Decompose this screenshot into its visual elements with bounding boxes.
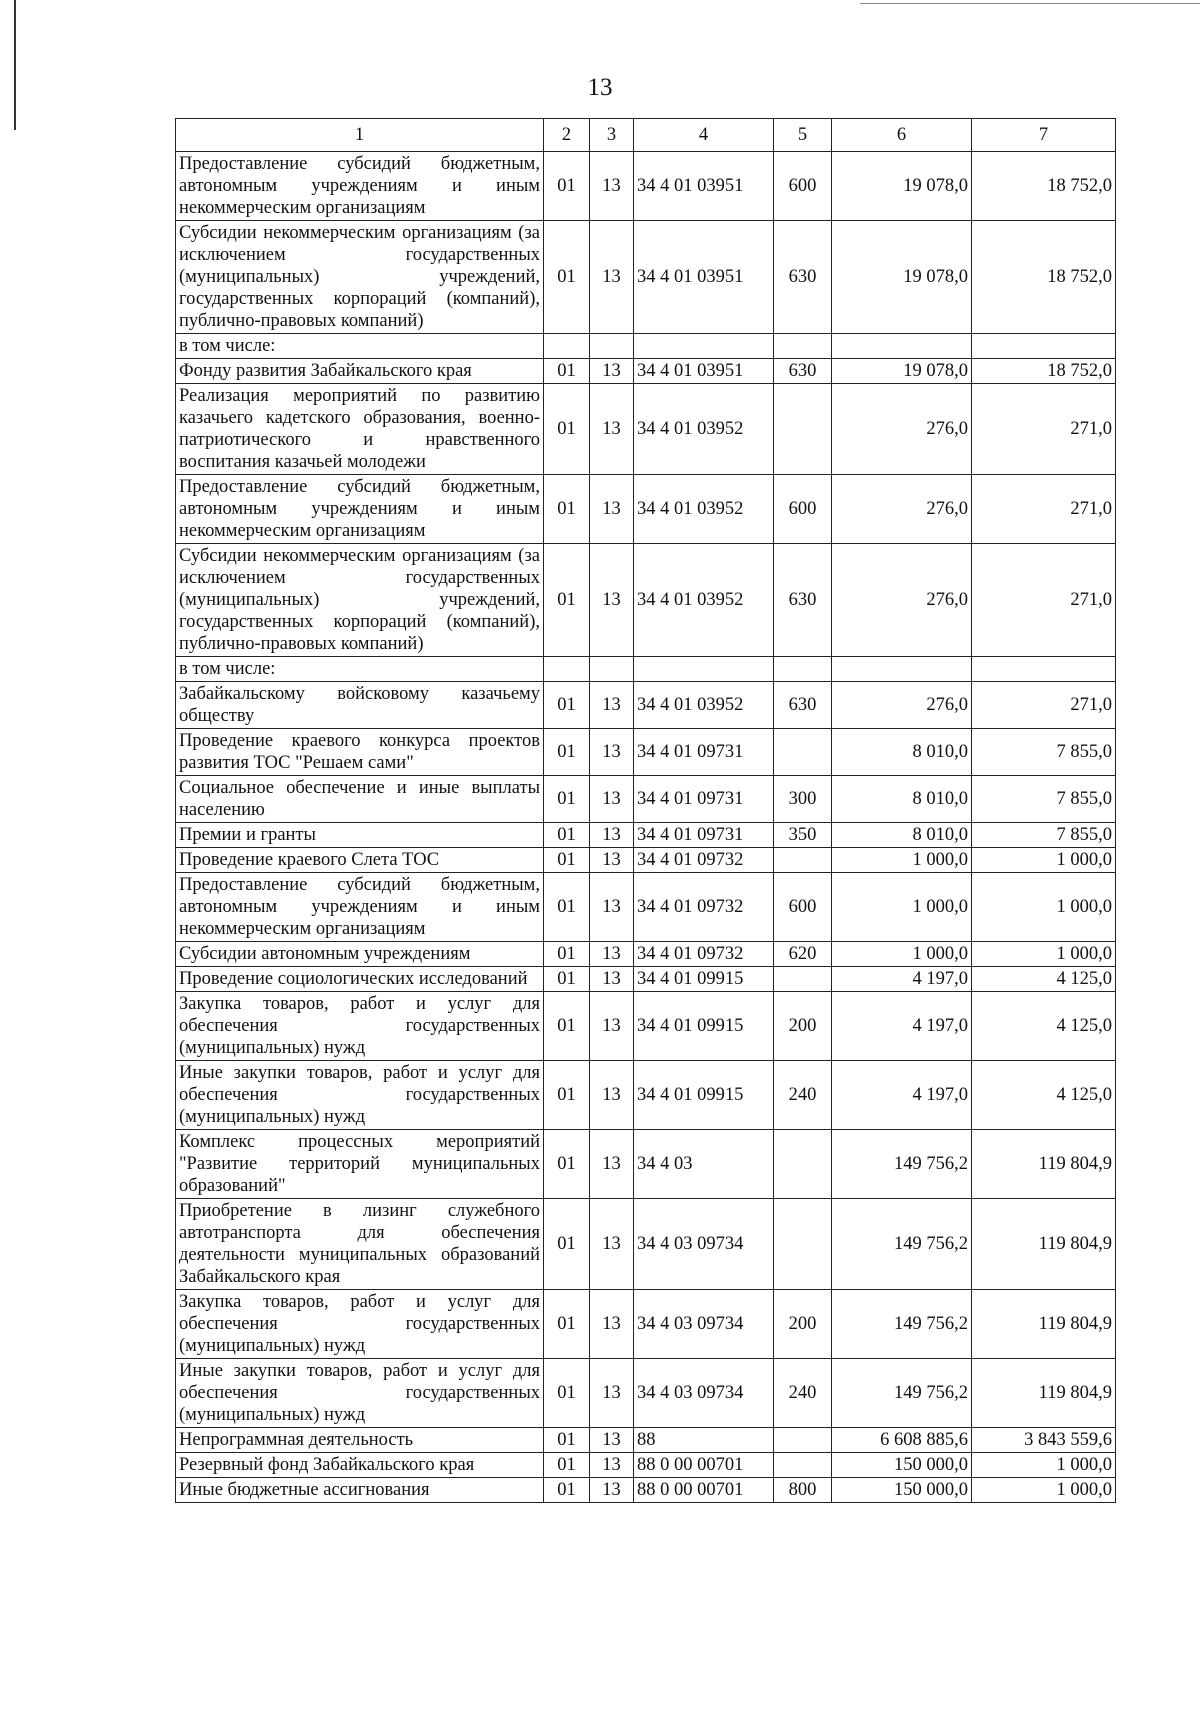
section-code-cell: 01: [544, 967, 590, 992]
amount-year2-cell: 7 855,0: [972, 776, 1116, 823]
row-name-cell: Социальное обеспечение и иные выплаты населению: [176, 776, 544, 823]
section-code-cell: 01: [544, 873, 590, 942]
subsection-code-cell: 13: [590, 152, 634, 221]
row-name-cell: Закупка товаров, работ и услуг для обеспечения государственных (муниципальных) нужд: [176, 992, 544, 1061]
table-row: [176, 873, 1116, 942]
section-code-cell: 01: [544, 1478, 590, 1503]
row-name-cell: Иные закупки товаров, работ и услуг для обеспечения государственных (муниципальных) нужд: [176, 1061, 544, 1130]
expense-type-cell: 630: [774, 544, 832, 657]
subsection-code-cell: 13: [590, 1428, 634, 1453]
amount-year1-cell: 6 608 885,6: [832, 1428, 972, 1453]
header-cell-3: 3: [590, 119, 634, 152]
amount-year1-cell: [832, 657, 972, 682]
subsection-code-cell: [590, 657, 634, 682]
target-article-cell: 34 4 01 03951: [634, 221, 774, 334]
table-row: [176, 475, 1116, 544]
amount-year2-cell: 271,0: [972, 682, 1116, 729]
subsection-code-cell: 13: [590, 967, 634, 992]
subsection-code-cell: 13: [590, 475, 634, 544]
subsection-code-cell: [590, 334, 634, 359]
table-row: [176, 1453, 1116, 1478]
section-code-cell: 01: [544, 1199, 590, 1290]
target-article-cell: 34 4 01 03952: [634, 544, 774, 657]
amount-year1-cell: 4 197,0: [832, 1061, 972, 1130]
table-row: [176, 682, 1116, 729]
table-row: [176, 1290, 1116, 1359]
target-article-cell: 34 4 01 09731: [634, 729, 774, 776]
expense-type-cell: 600: [774, 152, 832, 221]
section-code-cell: 01: [544, 384, 590, 475]
table-row: [176, 384, 1116, 475]
header-cell-2: 2: [544, 119, 590, 152]
target-article-cell: [634, 334, 774, 359]
target-article-cell: 34 4 01 09731: [634, 776, 774, 823]
scan-edge-left: [14, 0, 16, 130]
target-article-cell: 34 4 03 09734: [634, 1199, 774, 1290]
subsection-code-cell: 13: [590, 776, 634, 823]
expense-type-cell: 600: [774, 873, 832, 942]
table-row: [176, 1478, 1116, 1503]
target-article-cell: 34 4 01 03951: [634, 152, 774, 221]
subsection-code-cell: 13: [590, 1453, 634, 1478]
section-code-cell: 01: [544, 1359, 590, 1428]
table-row: [176, 967, 1116, 992]
amount-year2-cell: 4 125,0: [972, 1061, 1116, 1130]
row-name-cell: Проведение краевого конкурса проектов развития ТОС "Решаем сами": [176, 729, 544, 776]
amount-year2-cell: [972, 657, 1116, 682]
amount-year1-cell: 150 000,0: [832, 1478, 972, 1503]
amount-year2-cell: 4 125,0: [972, 992, 1116, 1061]
amount-year1-cell: [832, 334, 972, 359]
section-code-cell: 01: [544, 942, 590, 967]
row-name-cell: Премии и гранты: [176, 823, 544, 848]
subsection-code-cell: 13: [590, 359, 634, 384]
expense-type-cell: 200: [774, 1290, 832, 1359]
amount-year1-cell: 276,0: [832, 384, 972, 475]
target-article-cell: 34 4 03: [634, 1130, 774, 1199]
section-code-cell: 01: [544, 682, 590, 729]
subsection-code-cell: 13: [590, 823, 634, 848]
row-name-cell: Субсидии некоммерческим организациям (за исключением государственных (муниципальных) учреждений, государственных корпораций (компаний), публично-правовых компаний): [176, 544, 544, 657]
budget-table: [175, 118, 1116, 1503]
subsection-code-cell: 13: [590, 848, 634, 873]
section-code-cell: 01: [544, 823, 590, 848]
amount-year2-cell: 3 843 559,6: [972, 1428, 1116, 1453]
section-code-cell: 01: [544, 1061, 590, 1130]
subsection-code-cell: 13: [590, 384, 634, 475]
section-code-cell: 01: [544, 776, 590, 823]
row-name-cell: Проведение краевого Слета ТОС: [176, 848, 544, 873]
subsection-code-cell: 13: [590, 1130, 634, 1199]
scan-edge-top: [860, 3, 1200, 4]
row-name-cell: Иные бюджетные ассигнования: [176, 1478, 544, 1503]
amount-year2-cell: 1 000,0: [972, 942, 1116, 967]
section-code-cell: 01: [544, 848, 590, 873]
amount-year2-cell: 119 804,9: [972, 1290, 1116, 1359]
target-article-cell: 34 4 03 09734: [634, 1290, 774, 1359]
amount-year1-cell: 8 010,0: [832, 729, 972, 776]
expense-type-cell: 600: [774, 475, 832, 544]
header-cell-6: 6: [832, 119, 972, 152]
expense-type-cell: 630: [774, 221, 832, 334]
row-name-cell: Предоставление субсидий бюджетным, автономным учреждениям и иным некоммерческим организациям: [176, 873, 544, 942]
subsection-code-cell: 13: [590, 942, 634, 967]
section-code-cell: 01: [544, 359, 590, 384]
target-article-cell: 34 4 01 09915: [634, 967, 774, 992]
subsection-code-cell: 13: [590, 544, 634, 657]
subsection-code-cell: 13: [590, 682, 634, 729]
amount-year1-cell: 19 078,0: [832, 359, 972, 384]
target-article-cell: 34 4 01 03952: [634, 475, 774, 544]
amount-year1-cell: 8 010,0: [832, 776, 972, 823]
subsection-code-cell: 13: [590, 1359, 634, 1428]
amount-year1-cell: 276,0: [832, 682, 972, 729]
expense-type-cell: [774, 384, 832, 475]
amount-year2-cell: 7 855,0: [972, 823, 1116, 848]
expense-type-cell: [774, 657, 832, 682]
table-row: [176, 992, 1116, 1061]
header-row: [176, 119, 1116, 152]
target-article-cell: 88 0 00 00701: [634, 1478, 774, 1503]
table-row: [176, 776, 1116, 823]
header-cell-7: 7: [972, 119, 1116, 152]
amount-year1-cell: 19 078,0: [832, 152, 972, 221]
amount-year2-cell: 119 804,9: [972, 1130, 1116, 1199]
expense-type-cell: 240: [774, 1061, 832, 1130]
expense-type-cell: [774, 1453, 832, 1478]
amount-year1-cell: 150 000,0: [832, 1453, 972, 1478]
amount-year2-cell: 18 752,0: [972, 221, 1116, 334]
amount-year1-cell: 1 000,0: [832, 873, 972, 942]
table-row: [176, 657, 1116, 682]
amount-year1-cell: 4 197,0: [832, 992, 972, 1061]
target-article-cell: [634, 657, 774, 682]
row-name-cell: Субсидии автономным учреждениям: [176, 942, 544, 967]
subsection-code-cell: 13: [590, 1478, 634, 1503]
row-name-cell: Фонду развития Забайкальского края: [176, 359, 544, 384]
table-row: [176, 848, 1116, 873]
amount-year1-cell: 276,0: [832, 544, 972, 657]
amount-year1-cell: 19 078,0: [832, 221, 972, 334]
table-row: [176, 942, 1116, 967]
row-name-cell: Забайкальскому войсковому казачьему обществу: [176, 682, 544, 729]
expense-type-cell: [774, 1199, 832, 1290]
row-name-cell: Резервный фонд Забайкальского края: [176, 1453, 544, 1478]
amount-year2-cell: 119 804,9: [972, 1359, 1116, 1428]
section-code-cell: 01: [544, 1453, 590, 1478]
target-article-cell: 34 4 01 09732: [634, 873, 774, 942]
row-name-cell: Непрограммная деятельность: [176, 1428, 544, 1453]
expense-type-cell: [774, 848, 832, 873]
section-code-cell: 01: [544, 1428, 590, 1453]
page-number: 13: [587, 74, 613, 101]
amount-year2-cell: 18 752,0: [972, 152, 1116, 221]
section-code-cell: 01: [544, 475, 590, 544]
header-cell-4: 4: [634, 119, 774, 152]
row-name-cell: Реализация мероприятий по развитию казачьего кадетского образования, военно-патриотического и нравственного воспитания казачьей молодежи: [176, 384, 544, 475]
target-article-cell: 34 4 01 09915: [634, 992, 774, 1061]
amount-year2-cell: 18 752,0: [972, 359, 1116, 384]
amount-year1-cell: 1 000,0: [832, 942, 972, 967]
amount-year2-cell: 1 000,0: [972, 1478, 1116, 1503]
amount-year2-cell: 271,0: [972, 544, 1116, 657]
expense-type-cell: [774, 1428, 832, 1453]
subsection-code-cell: 13: [590, 1199, 634, 1290]
amount-year1-cell: 1 000,0: [832, 848, 972, 873]
subsection-code-cell: 13: [590, 221, 634, 334]
amount-year2-cell: 271,0: [972, 384, 1116, 475]
section-code-cell: 01: [544, 1290, 590, 1359]
amount-year1-cell: 8 010,0: [832, 823, 972, 848]
table-row: [176, 152, 1116, 221]
amount-year2-cell: 1 000,0: [972, 848, 1116, 873]
target-article-cell: 34 4 01 09731: [634, 823, 774, 848]
table-row: [176, 334, 1116, 359]
subsection-code-cell: 13: [590, 1061, 634, 1130]
row-name-cell: Приобретение в лизинг служебного автотранспорта для обеспечения деятельности муниципальных образований Забайкальского края: [176, 1199, 544, 1290]
table-row: [176, 221, 1116, 334]
table-row: [176, 1428, 1116, 1453]
row-name-cell: в том числе:: [176, 334, 544, 359]
row-name-cell: Иные закупки товаров, работ и услуг для обеспечения государственных (муниципальных) нужд: [176, 1359, 544, 1428]
section-code-cell: 01: [544, 544, 590, 657]
expense-type-cell: [774, 1130, 832, 1199]
target-article-cell: 34 4 03 09734: [634, 1359, 774, 1428]
table-row: [176, 823, 1116, 848]
section-code-cell: 01: [544, 221, 590, 334]
subsection-code-cell: 13: [590, 729, 634, 776]
expense-type-cell: [774, 729, 832, 776]
target-article-cell: 34 4 01 09732: [634, 942, 774, 967]
subsection-code-cell: 13: [590, 873, 634, 942]
expense-type-cell: 300: [774, 776, 832, 823]
target-article-cell: 34 4 01 03952: [634, 682, 774, 729]
row-name-cell: Субсидии некоммерческим организациям (за исключением государственных (муниципальных) учреждений, государственных корпораций (компаний), публично-правовых компаний): [176, 221, 544, 334]
section-code-cell: 01: [544, 729, 590, 776]
expense-type-cell: 240: [774, 1359, 832, 1428]
amount-year2-cell: 119 804,9: [972, 1199, 1116, 1290]
header-cell-1: 1: [176, 119, 544, 152]
table-row: [176, 1199, 1116, 1290]
table-row: [176, 1359, 1116, 1428]
header-cell-5: 5: [774, 119, 832, 152]
amount-year1-cell: 149 756,2: [832, 1359, 972, 1428]
expense-type-cell: 800: [774, 1478, 832, 1503]
section-code-cell: [544, 334, 590, 359]
target-article-cell: 34 4 01 09732: [634, 848, 774, 873]
table-row: [176, 1130, 1116, 1199]
target-article-cell: 88 0 00 00701: [634, 1453, 774, 1478]
expense-type-cell: 200: [774, 992, 832, 1061]
subsection-code-cell: 13: [590, 992, 634, 1061]
row-name-cell: Предоставление субсидий бюджетным, автономным учреждениям и иным некоммерческим организациям: [176, 152, 544, 221]
expense-type-cell: 620: [774, 942, 832, 967]
table-row: [176, 359, 1116, 384]
row-name-cell: в том числе:: [176, 657, 544, 682]
target-article-cell: 34 4 01 03952: [634, 384, 774, 475]
amount-year2-cell: 4 125,0: [972, 967, 1116, 992]
row-name-cell: Комплекс процессных мероприятий "Развитие территорий муниципальных образований": [176, 1130, 544, 1199]
amount-year2-cell: 1 000,0: [972, 1453, 1116, 1478]
expense-type-cell: [774, 334, 832, 359]
row-name-cell: Предоставление субсидий бюджетным, автономным учреждениям и иным некоммерческим организациям: [176, 475, 544, 544]
expense-type-cell: 630: [774, 359, 832, 384]
section-code-cell: [544, 657, 590, 682]
section-code-cell: 01: [544, 1130, 590, 1199]
table-row: [176, 729, 1116, 776]
table-row: [176, 544, 1116, 657]
section-code-cell: 01: [544, 152, 590, 221]
amount-year2-cell: 7 855,0: [972, 729, 1116, 776]
target-article-cell: 88: [634, 1428, 774, 1453]
row-name-cell: Закупка товаров, работ и услуг для обеспечения государственных (муниципальных) нужд: [176, 1290, 544, 1359]
amount-year1-cell: 149 756,2: [832, 1290, 972, 1359]
table-row: [176, 1061, 1116, 1130]
amount-year1-cell: 149 756,2: [832, 1199, 972, 1290]
amount-year2-cell: 1 000,0: [972, 873, 1116, 942]
target-article-cell: 34 4 01 09915: [634, 1061, 774, 1130]
subsection-code-cell: 13: [590, 1290, 634, 1359]
amount-year1-cell: 149 756,2: [832, 1130, 972, 1199]
amount-year2-cell: [972, 334, 1116, 359]
section-code-cell: 01: [544, 992, 590, 1061]
expense-type-cell: 630: [774, 682, 832, 729]
target-article-cell: 34 4 01 03951: [634, 359, 774, 384]
amount-year1-cell: 276,0: [832, 475, 972, 544]
expense-type-cell: 350: [774, 823, 832, 848]
amount-year1-cell: 4 197,0: [832, 967, 972, 992]
row-name-cell: Проведение социологических исследований: [176, 967, 544, 992]
expense-type-cell: [774, 967, 832, 992]
amount-year2-cell: 271,0: [972, 475, 1116, 544]
